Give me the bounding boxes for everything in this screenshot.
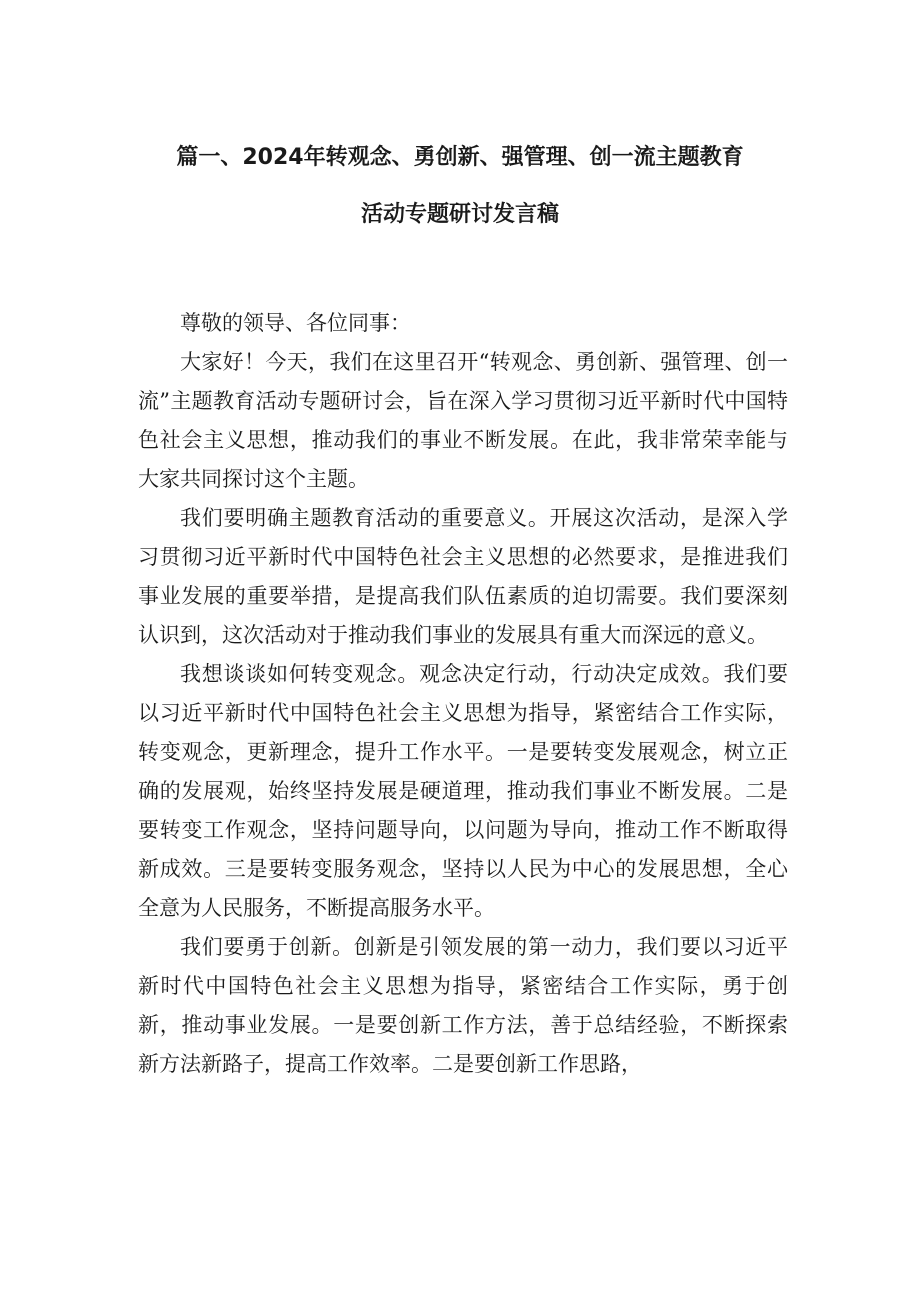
body-paragraph-innovation: 我们要勇于创新。创新是引领发展的第一动力，我们要以习近平新时代中国特色社会主义思想为指导，紧密结合工作实际，勇于创新，推动事业发展。一是要创新工作方法，善于总结经验，不断探索新方法新路子，提高工作效率。二是要创新工作思路， <box>138 935 788 1076</box>
salutation-paragraph: 尊敬的领导、各位同事： <box>180 311 411 335</box>
body-paragraph-significance: 我们要明确主题教育活动的重要意义。开展这次活动，是深入学习贯彻习近平新时代中国特色社会主义思想的必然要求，是推进我们事业发展的重要举措，是提高我们队伍素质的迫切需要。我们要深刻认识到，这次活动对于推动我们事业的发展具有重大而深远的意义。 <box>138 506 788 647</box>
document-title-line-1: 篇一、2024年转观念、勇创新、强管理、创一流主题教育 <box>176 145 744 170</box>
document-body <box>138 304 788 1084</box>
document-title-line-2: 活动专题研讨发言稿 <box>360 202 559 227</box>
body-paragraph-change-concepts: 我想谈谈如何转变观念。观念决定行动，行动决定成效。我们要以习近平新时代中国特色社会主义思想为指导，紧密结合工作实际，转变观念，更新理念，提升工作水平。一是要转变发展观念，树立正确的发展观，始终坚持发展是硬道理，推动我们事业不断发展。二是要转变工作观念，坚持问题导向，以问题为导向，推动工作不断取得新成效。三是要转变服务观念，坚持以人民为中心的发展思想，全心全意为人民服务，不断提高服务水平。 <box>138 662 788 920</box>
body-paragraph-greeting: 大家好！今天，我们在这里召开“转观念、勇创新、强管理、创一流”主题教育活动专题研讨会，旨在深入学习贯彻习近平新时代中国特色社会主义思想，推动我们的事业不断发展。在此，我非常荣幸能与大家共同探讨这个主题。 <box>138 350 788 491</box>
